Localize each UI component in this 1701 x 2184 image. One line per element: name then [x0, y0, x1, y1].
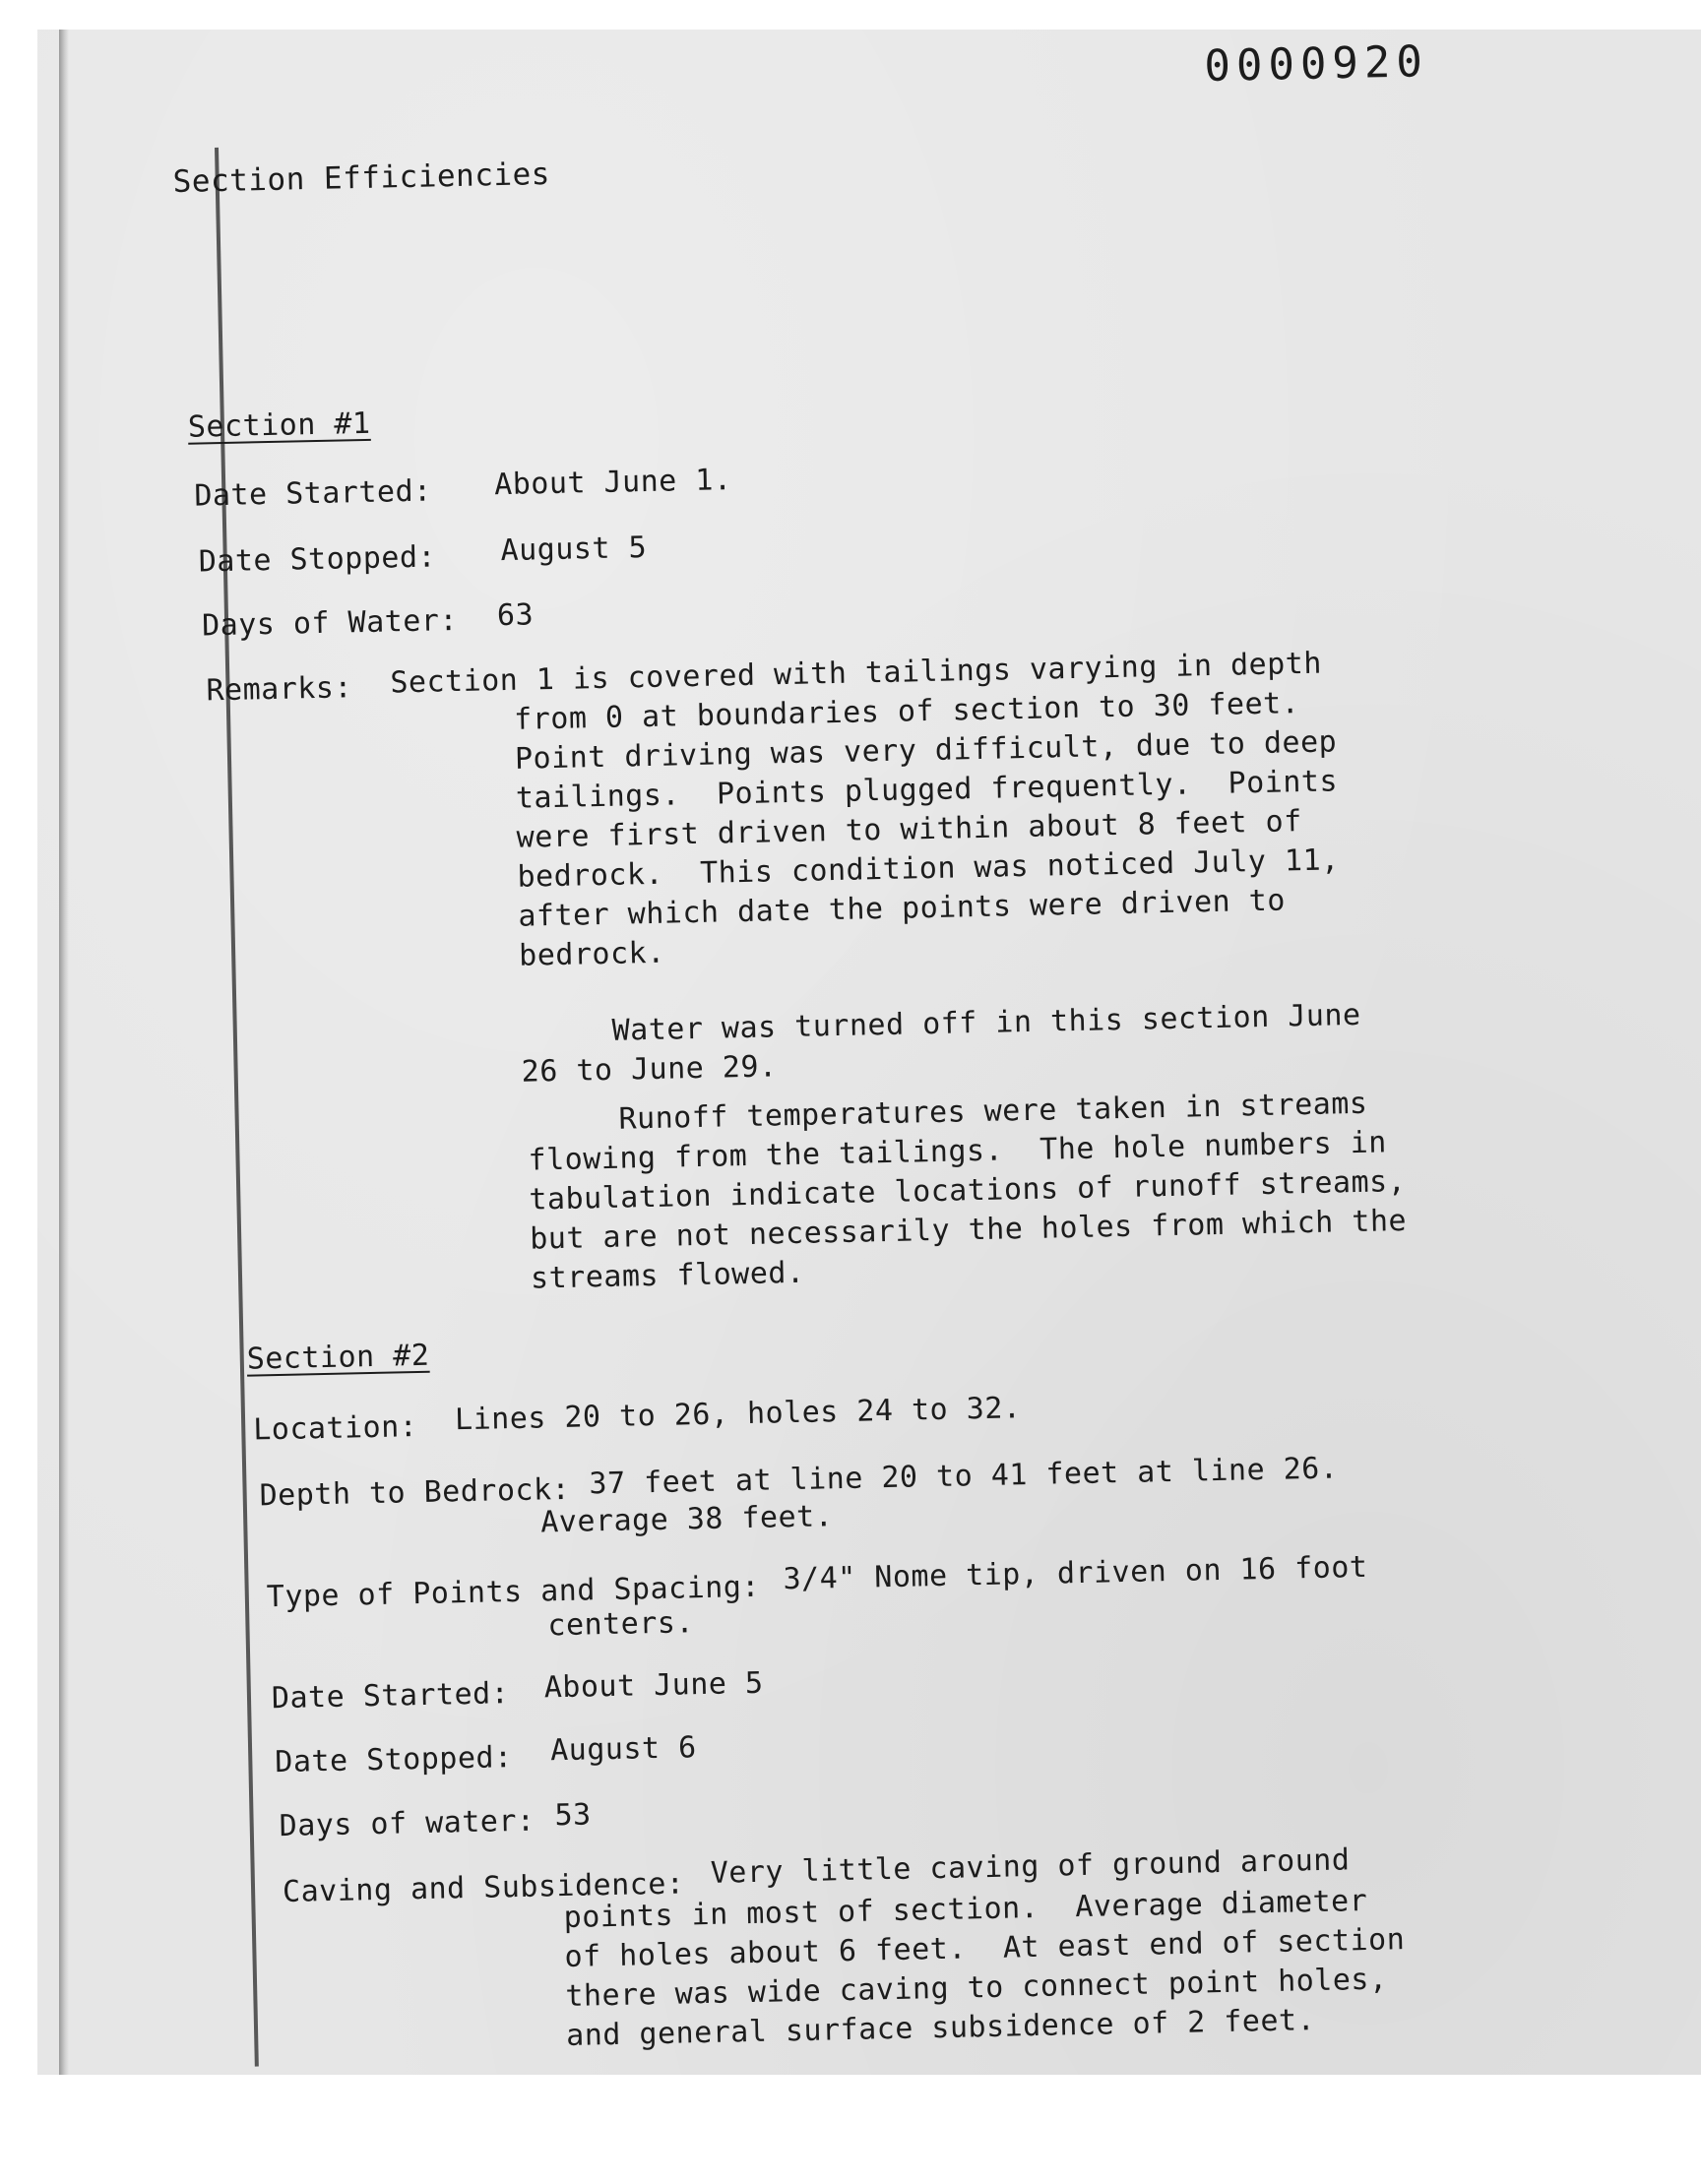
remarks-line: 26 to June 29. — [521, 1049, 778, 1090]
section1-remarks-label: Remarks: — [206, 670, 353, 709]
remarks-line: bedrock. This condition was noticed July 11, — [517, 842, 1341, 895]
section2-date-started-label: Date Started: — [271, 1676, 510, 1716]
section2-date-started-value: About June 5 — [543, 1665, 764, 1706]
section2-days-of-water-label: Days of water: — [279, 1803, 536, 1844]
remarks-line: streams flowed. — [530, 1255, 805, 1296]
section2-caving-line1: Very little caving of ground around — [710, 1842, 1351, 1891]
section1-days-of-water-value: 63 — [496, 597, 535, 634]
section2-days-of-water-value: 53 — [554, 1797, 593, 1834]
caving-line: there was wide caving to connect point holes, — [565, 1962, 1388, 2015]
document-number: 0000920 — [1203, 36, 1429, 92]
section1-remarks-paragraph-2 — [520, 996, 1361, 1092]
document-title: Section Efficiencies — [172, 156, 551, 200]
section2-depth-label: Depth to Bedrock: — [259, 1471, 571, 1514]
remarks-line: flowing from the tailings. The hole numbers in — [528, 1125, 1388, 1178]
section2-date-stopped-label: Date Stopped: — [274, 1740, 513, 1780]
section1-date-stopped-value: August 5 — [500, 530, 648, 569]
section1-date-started-value: About June 1. — [493, 463, 732, 503]
remarks-line: were first driven to within about 8 feet of — [516, 804, 1303, 855]
remarks-line: Point driving was very difficult, due to deep — [514, 724, 1338, 777]
section1-date-started-label: Date Started: — [193, 473, 432, 514]
caving-line: points in most of section. Average diameter — [563, 1883, 1368, 1936]
section2-depth-line2: Average 38 feet. — [539, 1499, 834, 1540]
section2-depth-line1: 37 feet at line 20 to 41 feet at line 26. — [589, 1451, 1339, 1502]
remarks-line: tabulation indicate locations of runoff streams, — [529, 1163, 1407, 1217]
remarks-line: but are not necessarily the holes from which the — [529, 1203, 1408, 1257]
section2-points-line1: 3/4" Nome tip, driven on 16 foot — [783, 1549, 1368, 1597]
remarks-line: Section 1 is covered with tailings varying in depth — [390, 646, 1323, 701]
remarks-line: after which date the points were driven to — [518, 883, 1287, 934]
section1-remarks — [390, 644, 1342, 978]
section2-points-line2: centers. — [547, 1605, 695, 1644]
remarks-line: from 0 at boundaries of section to 30 feet. — [513, 686, 1300, 737]
section2-caving-continued — [563, 1881, 1407, 2056]
section2-date-stopped-value: August 6 — [549, 1730, 697, 1769]
section2-caving-label: Caving and Subsidence: — [282, 1866, 685, 1910]
remarks-line: tailings. Points plugged frequently. Points — [515, 764, 1339, 816]
section1-heading: Section #1 — [187, 406, 371, 445]
section2-points-label: Type of Points and Spacing: — [266, 1569, 761, 1615]
section2-location-label: Location: — [252, 1409, 418, 1448]
caving-line: of holes about 6 feet. At east end of section — [564, 1922, 1406, 1975]
section1-remarks-paragraph-3 — [527, 1084, 1408, 1299]
section2-location-value: Lines 20 to 26, holes 24 to 32. — [454, 1391, 1022, 1438]
section1-date-stopped-label: Date Stopped: — [198, 539, 437, 580]
remarks-line: Water was turned off in this section June — [520, 997, 1361, 1050]
section2-heading: Section #2 — [246, 1338, 430, 1377]
caving-line: and general surface subsidence of 2 feet. — [565, 2003, 1316, 2054]
section1-days-of-water-label: Days of Water: — [201, 603, 459, 644]
remarks-line: bedrock. — [518, 935, 666, 973]
remarks-line: Runoff temperatures were taken in streams — [527, 1086, 1368, 1139]
